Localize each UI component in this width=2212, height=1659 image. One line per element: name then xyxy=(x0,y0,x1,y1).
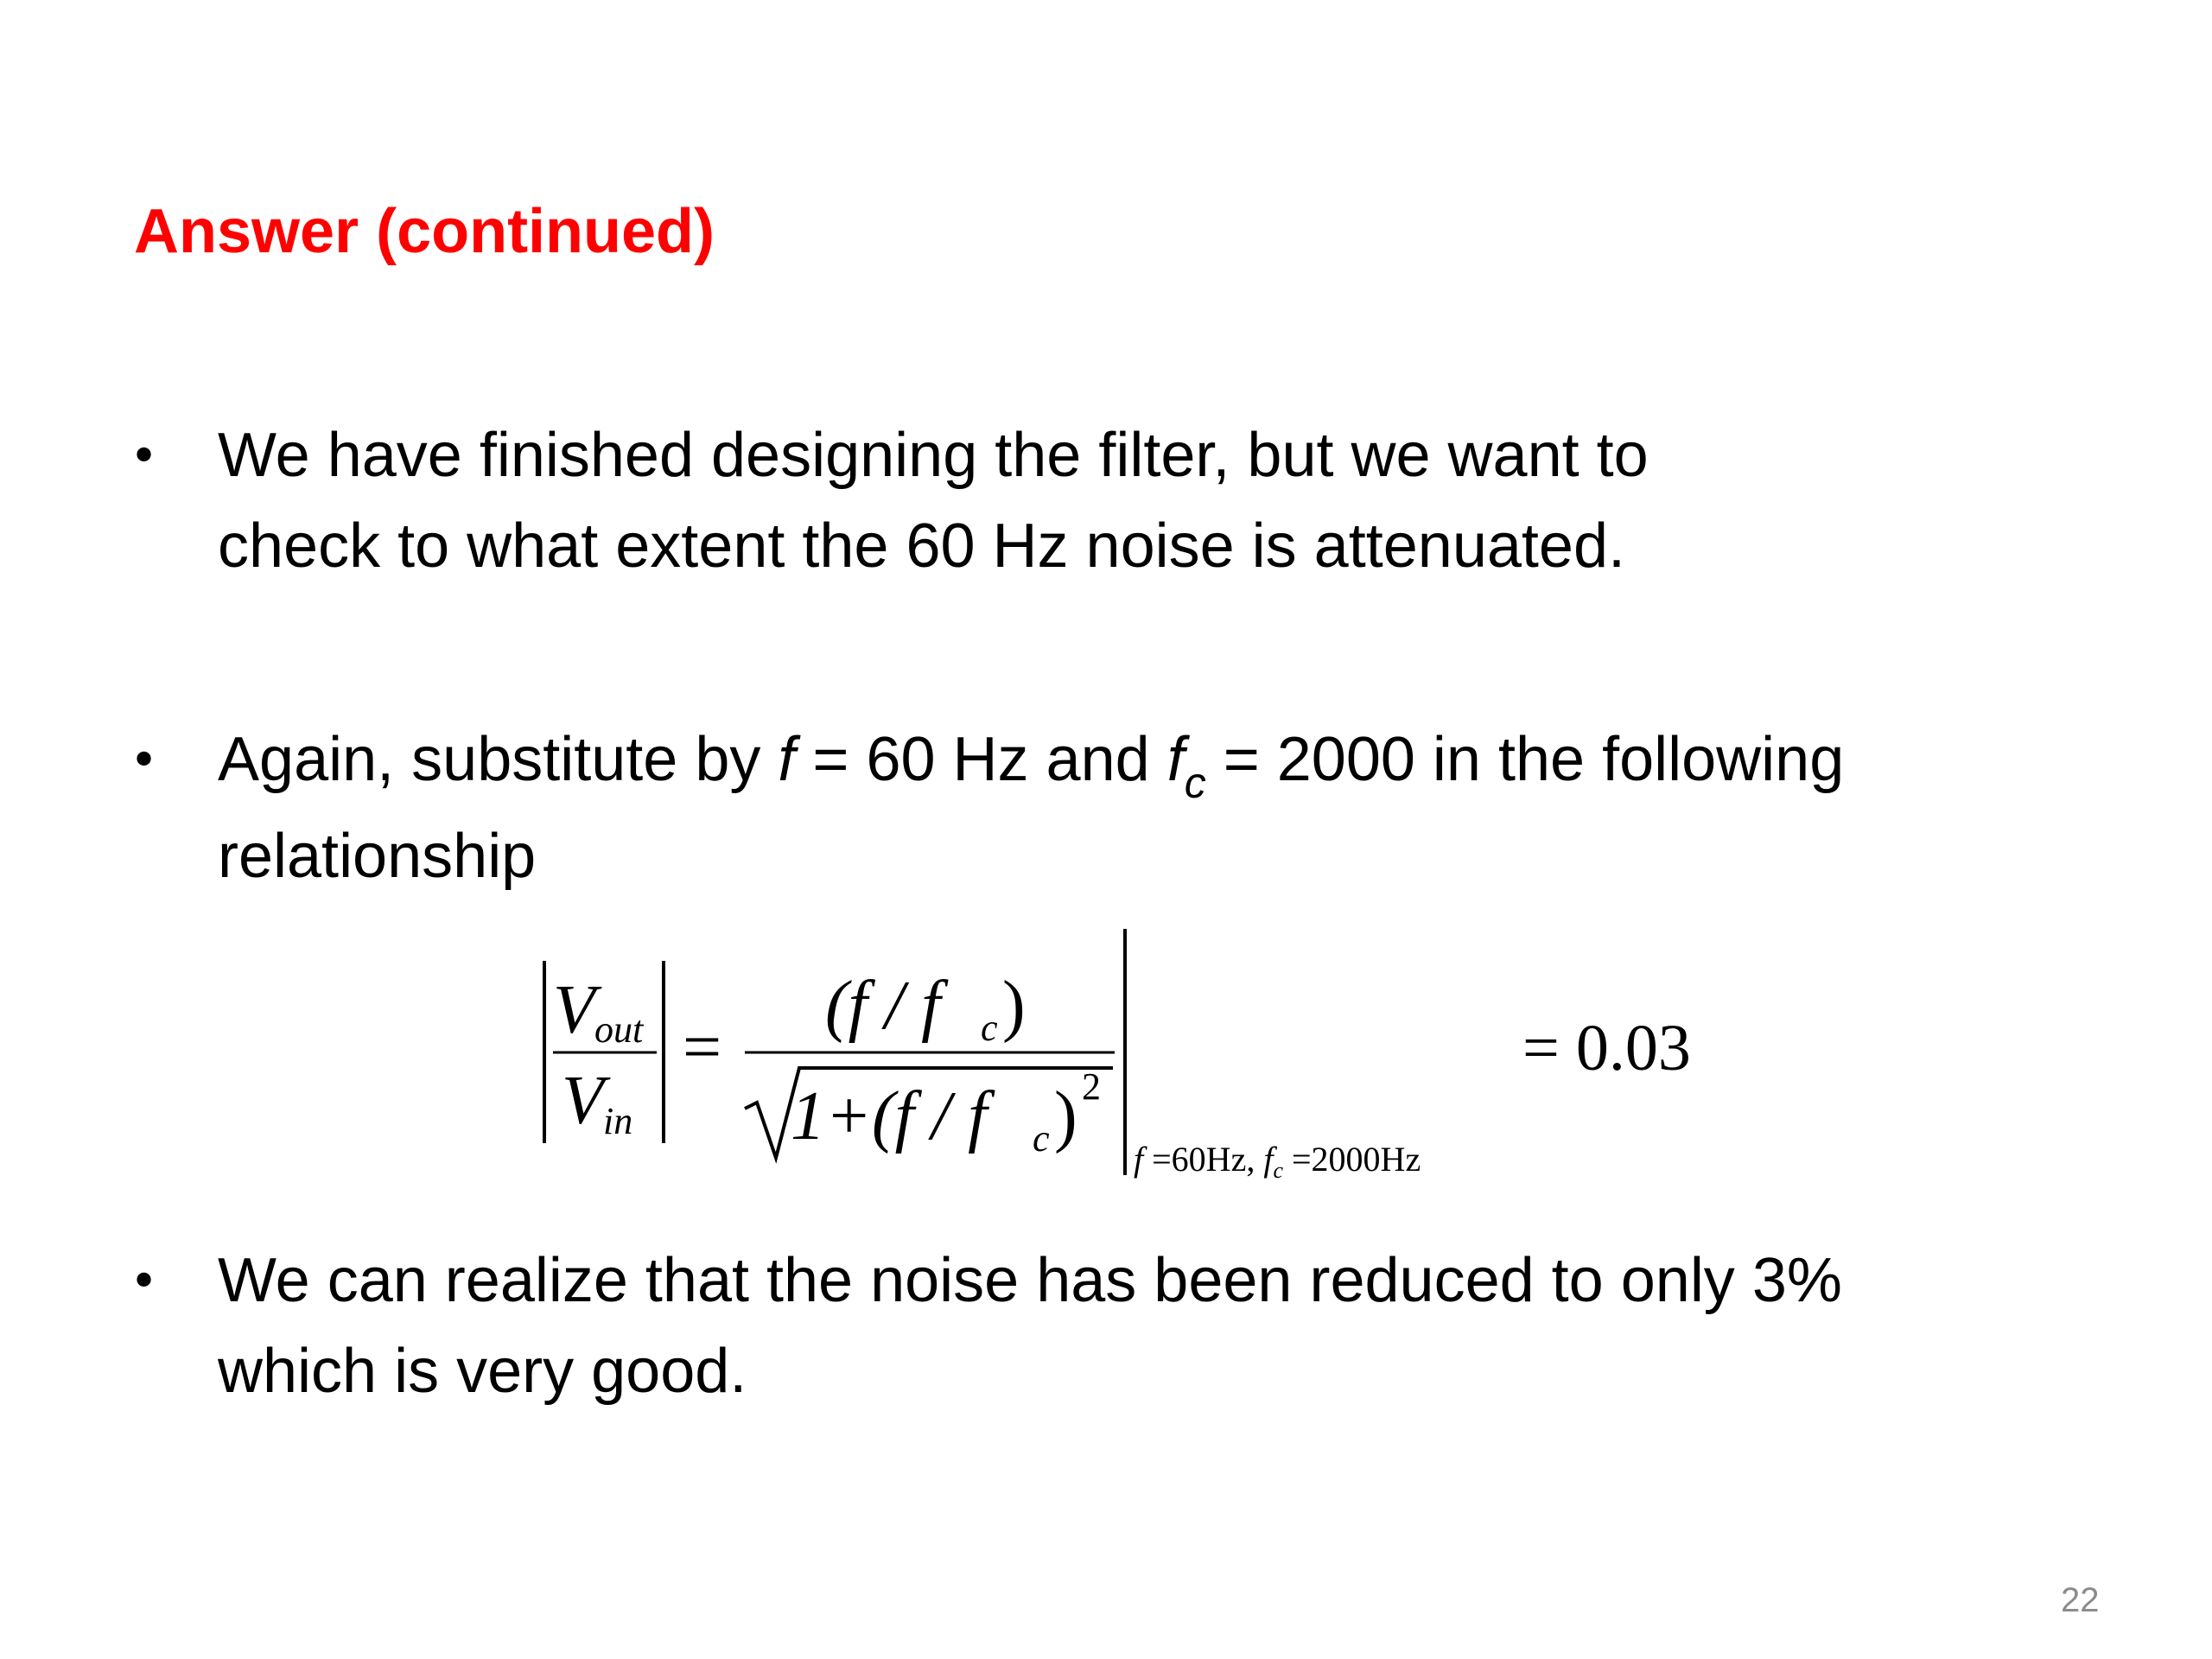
bullet-marker: • xyxy=(130,1254,159,1310)
evaluation-condition: f =60Hz, $f_c =2000Hz$ xyxy=(1134,1140,1421,1183)
rhs-numerator-subscript: c xyxy=(981,1007,998,1049)
rhs-denominator-close: ) xyxy=(1054,1078,1077,1154)
bullet-line: relationship xyxy=(218,822,537,891)
bullet-text xyxy=(218,715,2101,902)
lhs-numerator-subscript: out xyxy=(594,1008,644,1051)
lhs-numerator: V xyxy=(553,972,595,1048)
text-segment: Again, substitute by xyxy=(218,725,779,794)
rhs-denominator-subscript: c xyxy=(1033,1117,1050,1160)
rhs-numerator-close: ) xyxy=(1002,968,1026,1044)
bullet-text xyxy=(218,1236,2101,1417)
lhs-denominator-subscript: in xyxy=(603,1100,633,1142)
page-number: 22 xyxy=(2061,1581,2100,1619)
variable-fc-subscript: c xyxy=(1184,759,1206,807)
bullet-line xyxy=(218,715,2101,811)
bullet-line: We can realize that the noise has been reduced to only 3% xyxy=(218,1246,1842,1315)
bullet-line: which is very good. xyxy=(218,1337,747,1406)
formula-result: = 0.03 xyxy=(1522,1012,1691,1084)
bullet-marker: • xyxy=(130,429,159,485)
equals-sign: = xyxy=(683,1009,722,1085)
slide-title: Answer (continued) xyxy=(134,197,715,266)
text-segment: = 60 Hz and xyxy=(795,725,1167,794)
bullet-line: check to what extent the 60 Hz noise is attenuated. xyxy=(218,512,1625,581)
bullet-text xyxy=(218,410,2101,592)
bullet-line: We have finished designing the filter, but we want to xyxy=(218,421,1649,490)
lhs-denominator: V xyxy=(562,1063,604,1139)
variable-fc: f xyxy=(1166,725,1185,794)
square-root-sign xyxy=(745,1068,1113,1158)
variable-f: f xyxy=(778,725,796,794)
rhs-exponent: 2 xyxy=(1082,1065,1101,1108)
text-segment: = 2000 in the following xyxy=(1205,725,1845,794)
rhs-denominator: 1+(f / f xyxy=(791,1078,988,1154)
rhs-numerator: (f / f xyxy=(825,968,941,1044)
bullet-marker: • xyxy=(130,733,159,789)
